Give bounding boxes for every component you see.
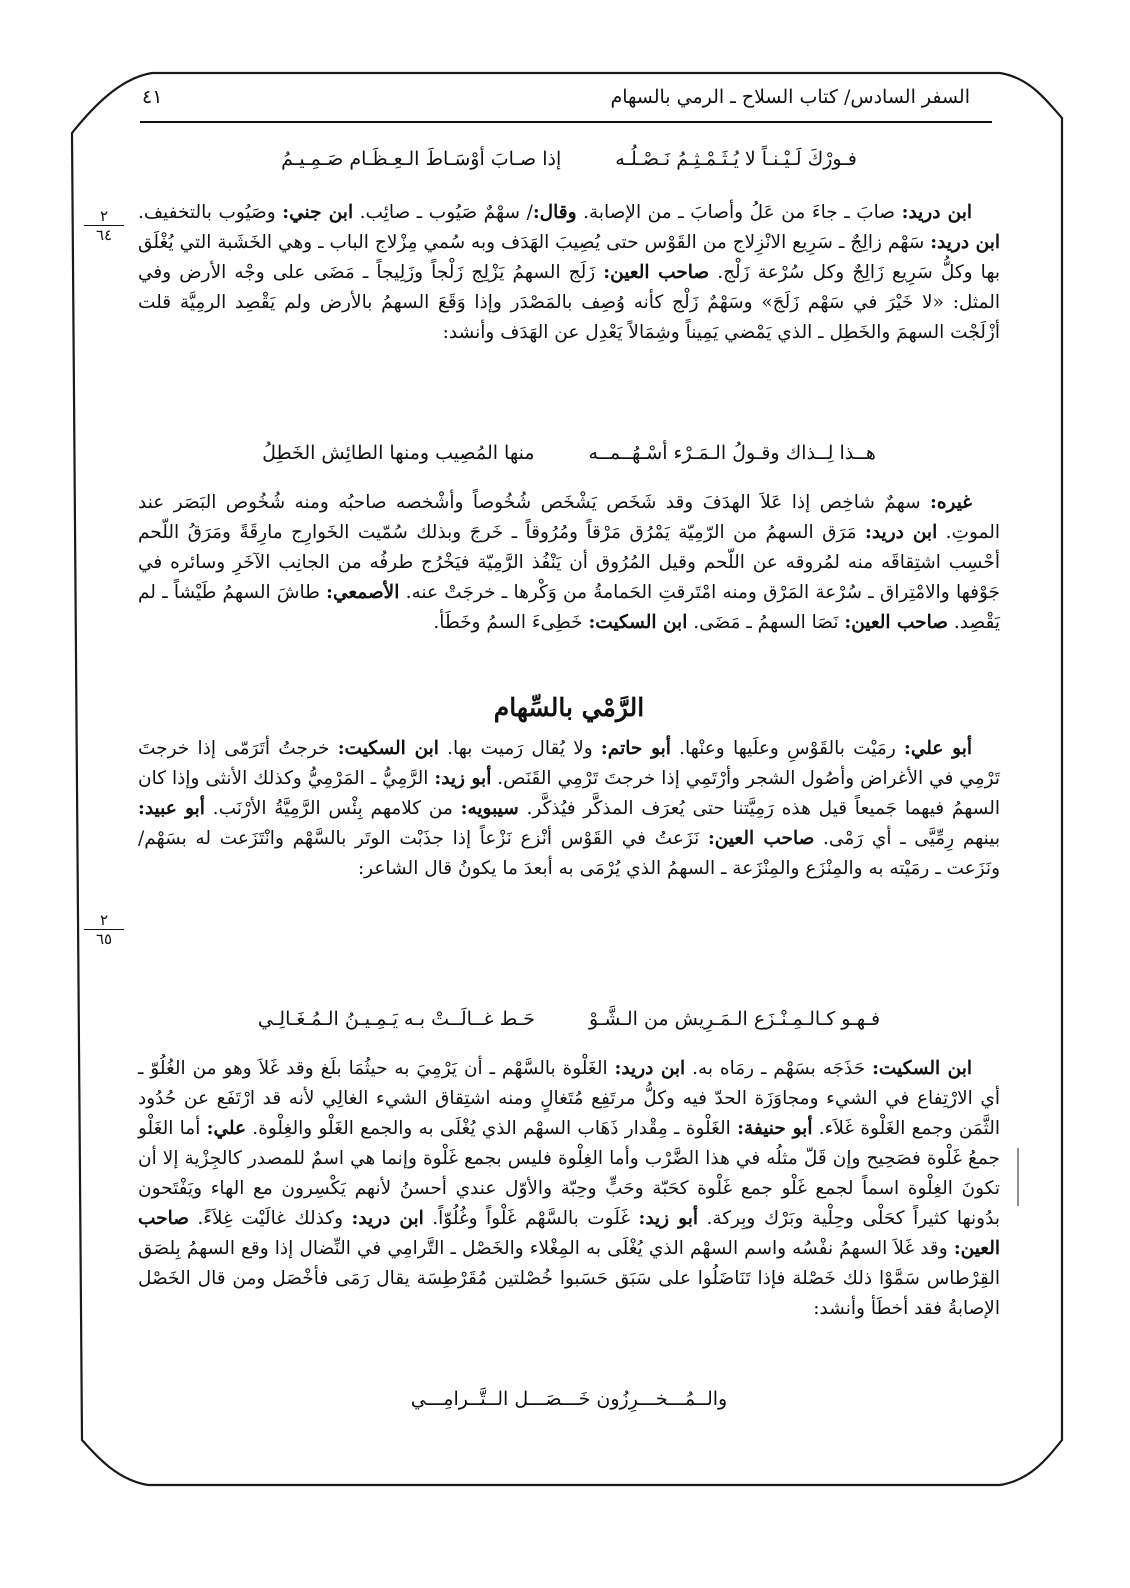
source-attribution: ابن دريد: [614,1058,686,1079]
text-run: الرَّمِيُّ ـ المَرْمِيُّ وكذلك الأنثى وإذا كان السهمُ فيهما جَميعاً قيل هذه رَمِيَّتنا حتى يُعرَف المذكَّر فيُذكَّر. [138,768,1001,819]
verse-3 [138,1006,1000,1032]
text-run: رمَيْت بالقَوْسِ وعلَيها وعنْها. [670,738,904,759]
source-attribution: أبو حنيفة: [737,1118,813,1139]
source-attribution: وقال: [532,202,577,223]
source-attribution: صاحب العين: [844,612,948,633]
running-header-title: السفر السادس/ كتاب السلاح ـ الرمي بالسهام [610,86,970,108]
text-run: مَرَق السهمُ من الرّمِيّة يَمْرُق مَرْقاً ومُرُوقاً ـ خَرجَ وبذلك سُمّيت الخَوارِج مارِقَةً ومَرَقُ اللّحم أحْسِب اشتِقاقَه منه لمُروقه عن اللّحم وقيل المُرُوق أن يَنْفُذ الرَّمِيّة فيَخْرُج طرفُه من الجانِب الآخَرِ وسائره في جَوْفها والامْتِراق ـ سُرْعة المَرْق ومنه امْتَرقتِ الحَمامةُ من وَكْرها ـ خرجَتْ عنه. [138,522,1000,603]
source-attribution: صاحب العين: [138,1208,1001,1259]
paragraph-3 [138,734,1000,884]
source-attribution: أبو علي: [903,738,973,759]
source-attribution: الأصمعي: [326,582,400,603]
source-attribution: ابن السكيت: [872,1058,972,1079]
verse-1 [138,146,1000,172]
source-attribution: علي: [206,1118,247,1139]
source-attribution: أبو حاتم: [600,738,671,759]
text-run: نَصَا السهمُ ـ مَضَى. [687,612,845,633]
margin-note-folio-64: ٢ ٦٤ [84,208,124,243]
verse-2 [138,440,1000,466]
text-run: خَطِىءَ السمُ وخَطَأ. [433,612,589,633]
text-run: وكذلك غالَيْت غِلاَءً. [188,1208,352,1229]
text-run: الغَلْوة ـ مِقْدار ذَهَاب السهْم الذي يُغْلَى به والجمع الغَلْو والغِلْوة. [246,1118,738,1139]
text-run: الغَلْوة بالسَّهْم ـ أن يَرْمِيَ به حيثُمَا بلَغ وقد غَلاَ وهو من الغُلُوّ ـ أي الارْتِفاع في الشيء ومجاوَزَة الحدّ فيه وكلُّ مرتَفِع مُتَغالٍ ومنه اشتِقاق الشيء الغالِي لأنه قد ارْتَفَع عن حُدُود الثَّمَن وجمع الغَلْوة غَلاَء. [138,1058,1000,1139]
verse-4: والــمُـــخـــرِزُون خَـــصَـــل الــتَّــرامِـــي [410,1388,728,1410]
source-attribution: ابن السكيت: [588,612,688,633]
text-run: طاشَ السهمُ طَيْشاً ـ لم يَقْصِد. [138,582,1000,633]
verse-3-hemistich-right: فـهـو كـالـمِـنْـزَع الـمَـرِيش من الـشَّـوْ [588,1008,881,1030]
verse-3-hemistich-left: حَـط غــالَــتْ بـه يَـمِـيـنُ الـمُـغَـالِـي [257,1008,535,1030]
paragraph-4 [138,1054,1000,1324]
verse-2-hemistich-right: هــذا لِــذاك وقـولُ الـمَـرْء أسْـهُــمــه [588,442,876,464]
text-run: / سهْمٌ صَيُوب ـ صائِب. [353,202,533,223]
source-attribution: ابن دريد: [865,522,938,543]
verse-1-hemistich-right: فـورْكَ لَـيْـنـاً لا يُـثَـمْـثِـمُ نَـصْـلُـه [615,148,857,170]
margin-note-folio-65: ٢ ٦٥ [84,912,124,947]
text-run: وقد غَلاَ السهمُ نفْسُه واسم السهْم الذي يُغْلَى به المِغْلاء والخَصْل ـ التَّرامِي في النِّضال إذا وقع السهمُ بِلصَق القِرْطاس سَمَّوْا ذلك خَصْلة فإذا تَنَاضَلُوا على سَبَق حَسَبوا خُصْلتين مُقَرْطِسَة يقال رَمَى فأخْصَل ومن قال الخَصْل الإصابةُ فقد أخطَأ وأنشد: [138,1238,1000,1319]
paragraph-1 [138,198,1000,348]
text-run: صابَ ـ جاءَ من عَلُ وأصابَ ـ من الإصابة. [576,202,902,223]
section-heading: الرَّمْي بالسِّهام [493,693,645,722]
text-run: خرجتُ أتَرَمّى إذا خرجتَ تَرْمِي في الأغراض وأصُول الشجر وأرْتَمِي إذا خرجتَ تَرْمِي القَنَص. [138,738,1000,789]
source-attribution: غيره: [930,492,972,513]
paragraph-2 [138,488,1000,638]
text-run: ولا يُقال رَميت بها. [438,738,601,759]
source-attribution: صاحب العين: [707,828,815,849]
text-run: سهمٌ شاخِص إذا عَلاَ الهدَفَ وقد شَخَص يَشْخَص شُخُوصاً وأشْخصه صاحبُه ومنه شُخُوص البَصَر عند الموتِ. [138,492,1000,543]
source-attribution: أبو زيد: [638,1208,698,1229]
source-attribution: أبو زيد: [434,768,492,789]
text-run: وصَيُوب بالتخفيف. [138,202,283,223]
text-run: سَهْم زالِجٌ ـ سَرِيع الانْزِلاج من القَوْس حتى يُصِيبَ الهَدَف وبه سُمي مِزْلاج الباب ـ وهي الخَشَبة التي يُغْلَق بها وكلُّ سَرِيع زَالِجٌ وكل سُرْعة زَلْج. [138,232,1000,283]
text-run: من كلامهم بِئْس الرَّمِيَّةُ الأرْنَب. [204,798,461,819]
text-run: غَلَوت بالسَّهْم غَلْواً وغُلُوّاً. [423,1208,639,1229]
text-run: زَلَج السهمُ يَزْلِج زَلْجاً وزَلِيجاً ـ مَضَى على وجْه الأرض وفي المثل: «لا خَيْرَ في سَهْم زَلَجَ» وسَهْمٌ زَلْج كأنه وُصِف بالمَصْدَر وإذا وَقَعَ السهمُ بالأرض ولم يَقْصِد الرمِيَّة قلت أزْلَجْت السهمَ والخَطِل ـ الذي يَمْضي يَمِيناً وشِمَالاً يَعْدِل عن الهَدَف وأنشد: [138,262,1000,343]
source-attribution: ابن دريد: [351,1208,424,1229]
text-run: بينهم رِمِّيَّى ـ أي رَمْى. [814,828,1000,849]
verse-1-hemistich-left: إذا صـابَ أوْسَـاطَ الـعِـظَـام صَـمِـيـمُ [281,148,562,170]
text-run: أما الغَلْو جمعُ غَلْوة فصَحِيح وإن قَلّ مثلُه في هذا الضَّرْب وأما الغِلْوة فليس بجمع غَلْوة وإنما هي اسمٌ للمصدر كالجِزْية إلا أن تكونَ الغِلْوة اسماً لجمع غَلْو جمع غَلْوة كحَبّة وحَبٍّ وحِبّة والأوّل عندي أحسنُ لأنهم يَكْسِرون مع الهاء ويَفْتَحون بدُونها كثيراً كحَلْى وحِلْية وبَرْك وبِركة. [138,1118,1000,1229]
header-rule [140,121,992,123]
source-attribution: صاحب العين: [603,262,710,283]
source-attribution: أبو عبيد: [138,798,205,819]
source-attribution: ابن دريد: [930,232,1000,253]
source-attribution: سيبويه: [460,798,519,819]
source-attribution: ابن جني: [282,202,354,223]
page-number: ٤١ [142,86,163,108]
source-attribution: ابن السكيت: [337,738,439,759]
source-attribution: ابن دريد: [901,202,972,223]
text-run: نَزَعتُ في القَوْس أنْزع نَزْعاً إذا جذَبْت الوتَر بالسَّهْم وانْتَزَعت له بسَهْم/ ونَزَعت ـ رمَيْته به والمِنْزَع والمِنْزَعة ـ السهمُ الذي يُرْمَى به أبعدَ ما يكونُ قال الشاعر: [138,828,1000,879]
verse-2-hemistich-left: منها المُصِيب ومنها الطائِش الخَطِلُ [262,442,535,464]
text-run: حَذَجَه بسَهْم ـ رمَاه به. [685,1058,873,1079]
